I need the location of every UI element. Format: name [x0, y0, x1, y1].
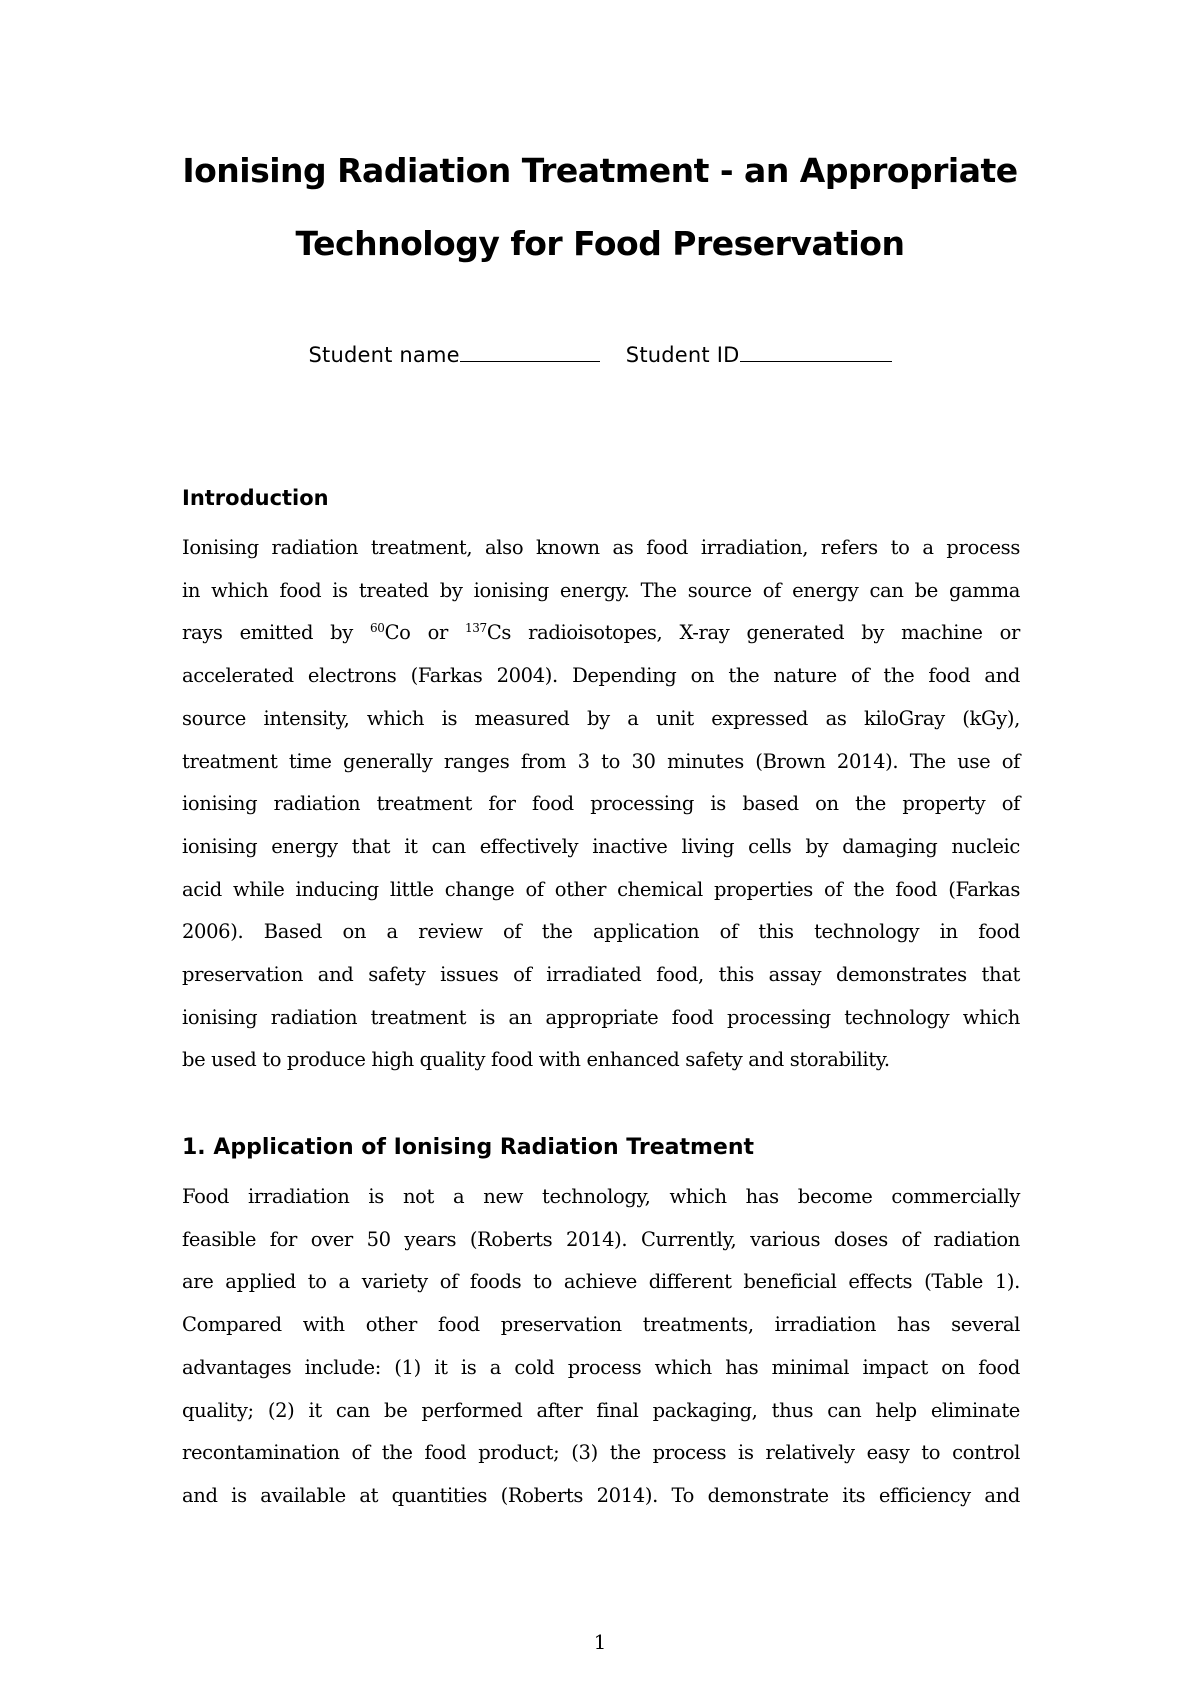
paragraph-line: accelerated electrons (Farkas 2004). Depending on the nature of the food and	[182, 664, 1020, 688]
paragraph-line: recontamination of the food product; (3) the process is relatively easy to control	[182, 1441, 1020, 1465]
student-id-blank	[740, 343, 892, 362]
introduction-heading: Introduction	[182, 486, 329, 510]
paragraph-line: source intensity, which is measured by a unit expressed as kiloGray (kGy),	[182, 706, 1020, 730]
paragraph-line: quality; (2) it can be performed after final packaging, thus can help eliminate	[182, 1398, 1020, 1422]
paragraph-line: ionising energy that it can effectively inactive living cells by damaging nucleic	[182, 834, 1020, 858]
title-line-2: Technology for Food Preservation	[295, 224, 905, 263]
page-number: 1	[593, 1630, 607, 1654]
paragraph-line: ionising radiation treatment is an appropriate food processing technology which	[182, 1005, 1020, 1029]
paragraph-line: be used to produce high quality food with enhanced safety and storability.	[182, 1048, 890, 1072]
paragraph-line: feasible for over 50 years (Roberts 2014). Currently, various doses of radiation	[182, 1227, 1020, 1251]
paragraph-line: treatment time generally ranges from 3 to 30 minutes (Brown 2014). The use of	[182, 749, 1020, 773]
section-1-heading: 1. Application of Ionising Radiation Treatment	[182, 1135, 755, 1160]
section-1-paragraph	[182, 1176, 1020, 1518]
paragraph-line: Food irradiation is not a new technology, which has become commercially	[182, 1185, 1020, 1208]
paragraph-line: Compared with other food preservation treatments, irradiation has several	[182, 1313, 1020, 1337]
student-name-label: Student name	[308, 343, 460, 367]
student-name-blank	[460, 343, 600, 362]
paragraph-line: Ionising radiation treatment, also known as food irradiation, refers to a process	[182, 536, 1020, 559]
paragraph-line: are applied to a variety of foods to achieve different beneficial effects (Table 1).	[182, 1270, 1020, 1294]
paragraph-line: ionising radiation treatment for food processing is based on the property of	[182, 792, 1020, 816]
paragraph-line: rays emitted by $^{60}$Co or $^{137}$Cs radioisotopes, X-ray generated by machine or	[182, 621, 1020, 645]
title-line-1: Ionising Radiation Treatment - an Appropriate	[182, 151, 1018, 190]
cesium-isotope-number: 137	[464, 621, 487, 636]
paragraph-line: advantages include: (1) it is a cold process which has minimal impact on food	[182, 1355, 1020, 1379]
paragraph-line: and is available at quantities (Roberts 2014). To demonstrate its efficiency and	[182, 1483, 1020, 1507]
paragraph-line: in which food is treated by ionising energy. The source of energy can be gamma	[182, 578, 1020, 602]
student-info-line	[0, 343, 1200, 367]
student-id-label: Student ID	[625, 343, 740, 367]
paragraph-line: 2006). Based on a review of the application of this technology in food	[182, 920, 1020, 944]
cobalt-isotope-number: 60	[370, 621, 385, 636]
paragraph-line: preservation and safety issues of irradiated food, this assay demonstrates that	[182, 963, 1020, 987]
introduction-paragraph	[182, 527, 1020, 1082]
paragraph-line: acid while inducing little change of other chemical properties of the food (Farkas	[182, 877, 1020, 901]
